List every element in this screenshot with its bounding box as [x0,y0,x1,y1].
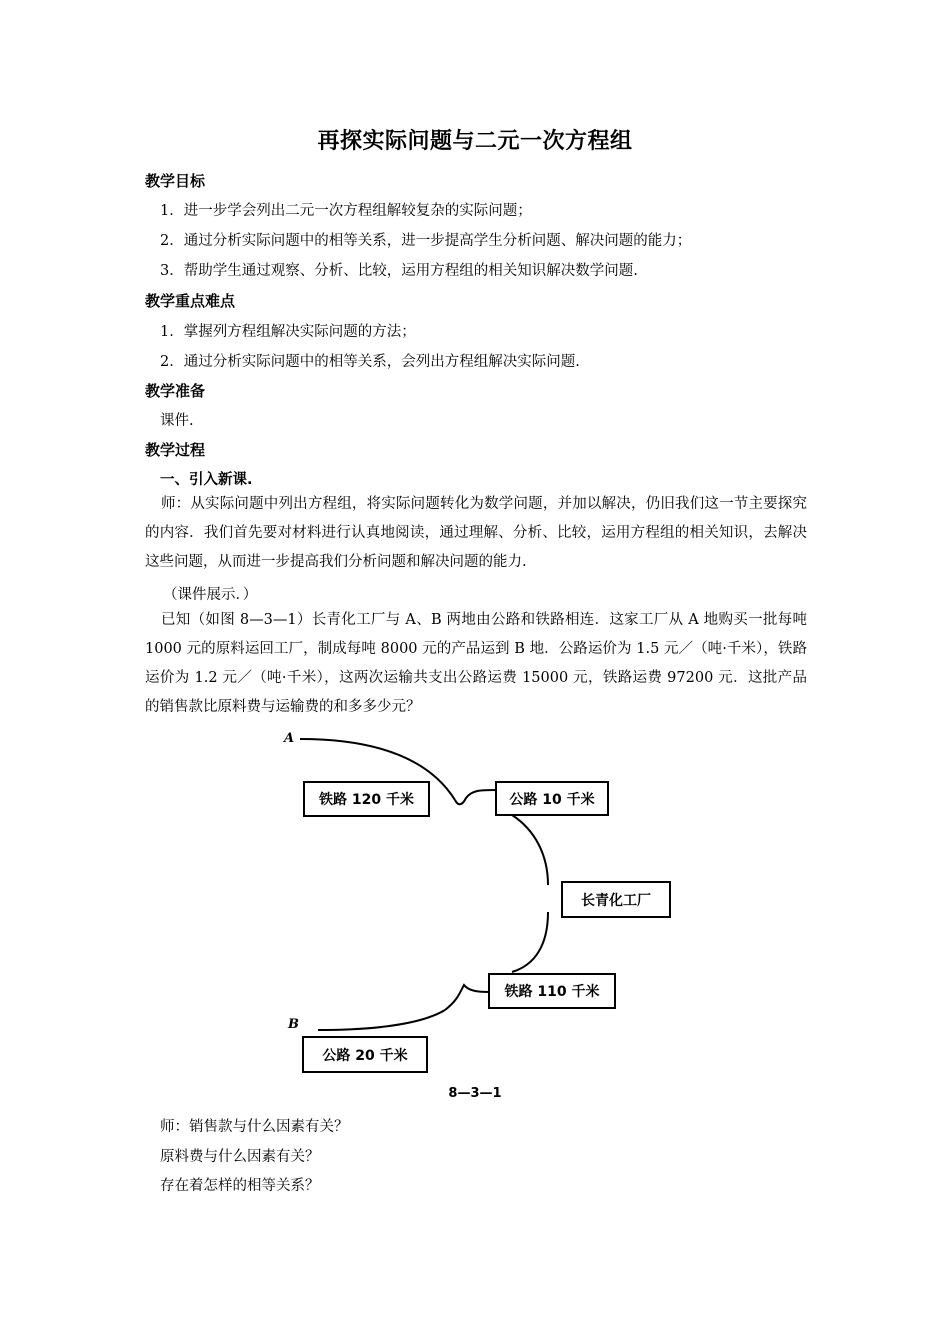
key-point-item-2: 2．通过分析实际问题中的相等关系，会列出方程组解决实际问题. [160,354,580,370]
courseware-note: （课件展示．） [163,587,258,603]
question-3: 存在着怎样的相等关系？ [160,1178,320,1194]
rail-120km-box: 铁路 120 千米 [303,781,430,817]
route-rail-to-b [318,1010,445,1030]
point-a-label: A [284,731,295,746]
teacher-intro-paragraph: 师：从实际问题中列出方程组，将实际问题转化为数学问题，并加以解决，仍旧我们这一节主要探究的内容．我们首先要对材料进行认真地阅读，通过理解、分析、比较，运用方程组的相关知识，去解决这些问题，从而进一步提高我们分析问题和解决问题的能力. [145,496,807,570]
key-point-item-1: 1．掌握列方程组解决实际问题的方法； [160,324,416,340]
route-bump-bottom [445,985,489,1010]
question-1: 师：销售款与什么因素有关？ [160,1119,349,1135]
route-road10-to-factory [512,815,548,885]
process-subheading: 一、引入新课. [160,472,253,488]
goal-item-1: 1．进一步学会列出二元一次方程组解较复杂的实际问题； [160,203,532,219]
route-bump-top [455,790,497,804]
road-20km-box: 公路 20 千米 [302,1036,428,1073]
rail-110km-box: 铁路 110 千米 [488,973,616,1009]
preparation-text: 课件. [160,413,194,429]
factory-box: 长青化工厂 [561,881,671,918]
section-heading-key-points: 教学重点难点 [145,292,236,310]
page-title: 再探实际问题与二元一次方程组 [317,129,633,154]
goal-item-2: 2．通过分析实际问题中的相等关系，进一步提高学生分析问题、解决问题的能力； [160,233,692,249]
road-10km-box: 公路 10 千米 [495,781,609,816]
section-heading-goals: 教学目标 [145,172,206,190]
figure-caption: 8—3—1 [448,1086,502,1101]
route-factory-to-rail110 [512,912,548,972]
goal-item-3: 3．帮助学生通过观察、分析、比较，运用方程组的相关知识解决数学问题. [160,263,638,279]
question-2: 原料费与什么因素有关？ [160,1149,320,1165]
section-heading-process: 教学过程 [145,441,206,459]
problem-paragraph: 已知（如图 8—3—1）长青化工厂与 A、B 两地由公路和铁路相连．这家工厂从 A 地购买一批每吨 1000 元的原料运回工厂，制成每吨 8000 元的产品运到 B 地．公路运价为 1.5 元／（吨·千米），铁路运价为 1.2 元／（吨·千米），这两次运输共支出公路运费 15000 元，铁路运费 97200 元．这批产品的销售款比原料费与运输费的和多多少元？ [145,612,807,715]
section-heading-preparation: 教学准备 [145,382,206,400]
point-b-label: B [288,1017,299,1032]
